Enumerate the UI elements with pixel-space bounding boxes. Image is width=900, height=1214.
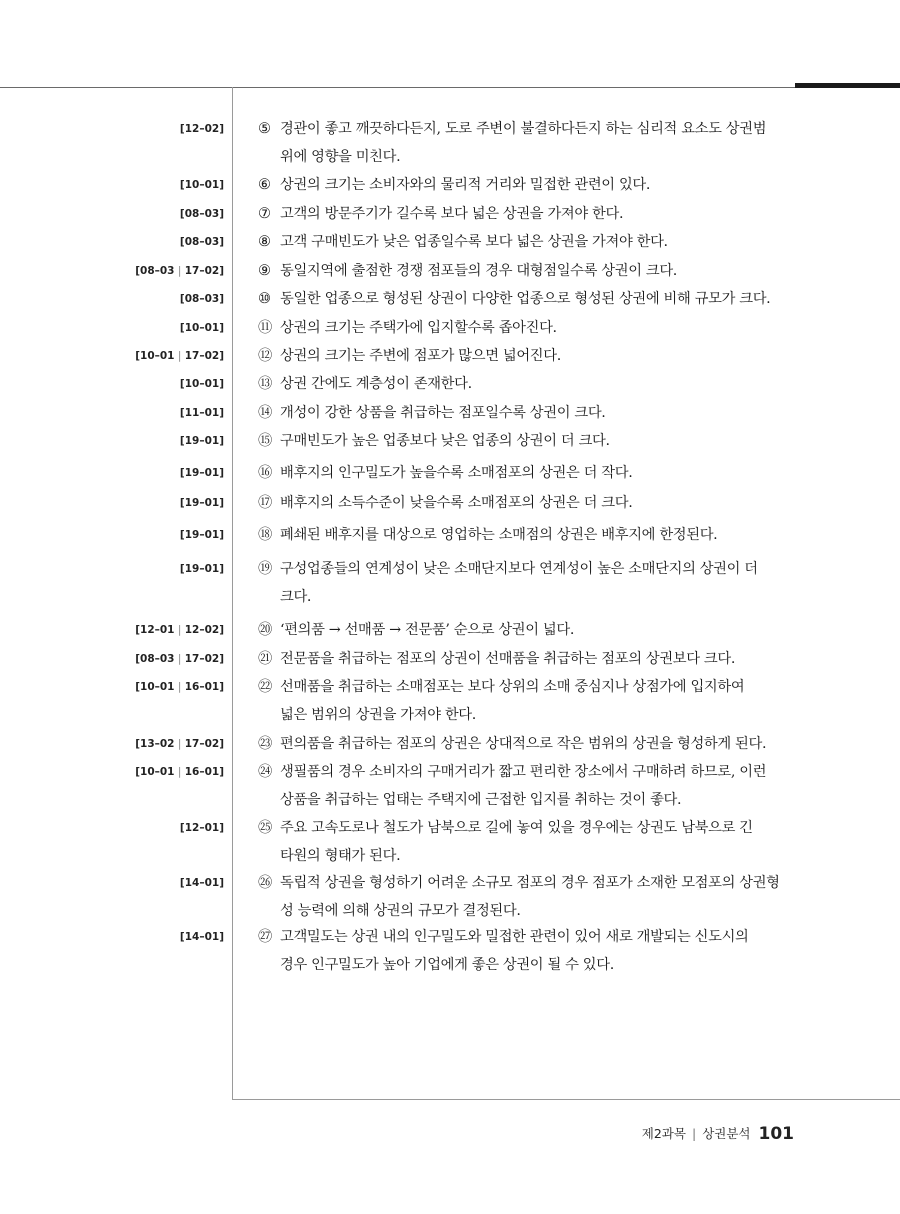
- bottom-rule: [232, 1099, 900, 1100]
- statement-line: [258, 489, 798, 517]
- statement-line: [258, 427, 798, 455]
- statement-line: [258, 521, 798, 549]
- statement-line: [258, 583, 798, 611]
- line-text: 고객밀도는 상권 내의 인구밀도와 밀접한 관련이 있어 새로 개발되는 신도시의: [280, 929, 749, 945]
- item-number: ⑬: [258, 376, 272, 392]
- line-text: 동일지역에 출점한 경쟁 점포들의 경우 대형점일수록 상권이 크다.: [280, 263, 677, 279]
- line-text: 선매품을 취급하는 소매점포는 보다 상위의 소매 중심지나 상점가에 입지하여: [280, 679, 745, 695]
- item-number: ⑫: [258, 348, 272, 364]
- line-text: 경우 인구밀도가 높아 기업에게 좋은 상권이 될 수 있다.: [280, 957, 614, 973]
- item-number: ⑩: [258, 291, 271, 307]
- exam-code: [24, 171, 224, 199]
- exam-code-part: 17–02]: [184, 265, 224, 277]
- item-number: ⑪: [258, 320, 272, 336]
- exam-code: [12–01 | 12–02]: [135, 624, 224, 636]
- line-text: 성 능력에 의해 상권의 규모가 결정된다.: [280, 903, 521, 919]
- line-text: 상권 간에도 계층성이 존재한다.: [280, 376, 472, 392]
- statement-line: [258, 399, 798, 427]
- statement-text: [258, 171, 798, 199]
- statement-text: [258, 399, 798, 427]
- statement-line: [258, 285, 798, 313]
- item-number: ⑨: [258, 263, 271, 279]
- statement-text: [258, 645, 798, 673]
- header-rule: [0, 87, 900, 88]
- line-text: 독립적 상권을 형성하기 어려운 소규모 점포의 경우 점포가 소재한 모점포의 상권형: [280, 875, 780, 891]
- exam-code-part: [19–01]: [179, 467, 224, 479]
- page-number: 101: [758, 1124, 794, 1144]
- exam-code: [13–02 | 17–02]: [135, 738, 224, 750]
- footer-separator: |: [691, 1126, 697, 1141]
- statement-text: [258, 257, 798, 285]
- exam-code: [24, 521, 224, 549]
- exam-code-part: 17–02]: [184, 738, 224, 750]
- exam-code-part: [14–01]: [179, 877, 224, 889]
- statement-text: [258, 342, 798, 370]
- exam-code: [08–03 | 17–02]: [135, 653, 224, 665]
- line-text: 생필품의 경우 소비자의 구매거리가 짧고 편리한 장소에서 구매하려 하므로, 이런: [280, 764, 767, 780]
- exam-code-part: [08–03: [135, 265, 175, 277]
- statement-text: [258, 673, 798, 729]
- exam-code-part: [19–01]: [179, 435, 224, 447]
- exam-code: [24, 427, 224, 455]
- item-number: ㉑: [258, 651, 272, 667]
- statement-text: [258, 521, 798, 549]
- exam-code: [24, 814, 224, 842]
- exam-code: [10–01 | 17–02]: [135, 350, 224, 362]
- item-number: ㉓: [258, 736, 272, 752]
- statement-line: [258, 869, 798, 897]
- item-number: ㉔: [258, 764, 272, 780]
- line-text: 타원의 형태가 된다.: [280, 848, 401, 864]
- exam-code-part: [08–03]: [179, 208, 224, 220]
- line-text: 배후지의 인구밀도가 높을수록 소매점포의 상권은 더 작다.: [280, 465, 633, 481]
- statement-text: [258, 285, 798, 313]
- exam-code: [08–03 | 17–02]: [135, 265, 224, 277]
- item-number: ⑯: [258, 465, 272, 481]
- item-number: ⑥: [258, 177, 271, 193]
- line-text: 넓은 범위의 상권을 가져야 한다.: [280, 707, 476, 723]
- line-text: 상품을 취급하는 업태는 주택지에 근접한 입지를 취하는 것이 좋다.: [280, 792, 682, 808]
- exam-code-part: [12–01]: [179, 822, 224, 834]
- item-number: ㉒: [258, 679, 272, 695]
- exam-code: [24, 228, 224, 256]
- exam-code: [24, 869, 224, 897]
- statement-text: [258, 459, 798, 487]
- exam-code-part: [12–01: [135, 624, 175, 636]
- item-number: ㉕: [258, 820, 272, 836]
- exam-code-part: [10–01: [135, 766, 175, 778]
- line-text: 고객의 방문주기가 길수록 보다 넓은 상권을 가져야 한다.: [280, 206, 624, 222]
- footer-chapter: 상권분석: [702, 1126, 751, 1141]
- line-text: 위에 영향을 미친다.: [280, 149, 401, 165]
- line-text: 경관이 좋고 깨끗하다든지, 도로 주변이 불결하다든지 하는 심리적 요소도 상권범: [280, 121, 767, 137]
- item-number: ⑮: [258, 433, 272, 449]
- footer-subject: 제2과목: [641, 1126, 686, 1141]
- item-number: ⑰: [258, 495, 272, 511]
- exam-code-part: [19–01]: [179, 563, 224, 575]
- statement-line: [258, 701, 798, 729]
- page-footer: [642, 1124, 794, 1144]
- exam-code: [10–01 | 16–01]: [135, 766, 224, 778]
- item-number: ⑲: [258, 561, 272, 577]
- statement-line: [258, 115, 798, 143]
- item-number: ⑦: [258, 206, 271, 222]
- statement-text: [258, 427, 798, 455]
- exam-code: [24, 314, 224, 342]
- exam-code-part: [12–02]: [179, 123, 224, 135]
- exam-code-part: [11–01]: [179, 407, 224, 419]
- statement-text: [258, 555, 798, 611]
- line-text: ‘편의품 → 선매품 → 전문품’ 순으로 상권이 넓다.: [280, 622, 575, 638]
- statement-line: [258, 814, 798, 842]
- exam-code-part: 16–01]: [184, 681, 224, 693]
- line-text: 동일한 업종으로 형성된 상권이 다양한 업종으로 형성된 상권에 비해 규모가 크다.: [280, 291, 771, 307]
- exam-code: [24, 399, 224, 427]
- exam-code-part: [08–03: [135, 653, 175, 665]
- exam-code: [24, 555, 224, 583]
- exam-code: [24, 200, 224, 228]
- exam-code: [24, 923, 224, 951]
- exam-code-part: 17–02]: [184, 350, 224, 362]
- statement-text: [258, 869, 798, 925]
- exam-code: [24, 285, 224, 313]
- statement-line: [258, 555, 798, 583]
- item-number: ⑭: [258, 405, 272, 421]
- statement-line: [258, 143, 798, 171]
- statement-text: [258, 616, 798, 644]
- header-accent-bar: [795, 83, 900, 88]
- exam-code-part: [08–03]: [179, 293, 224, 305]
- exam-code-part: [13–02: [135, 738, 175, 750]
- exam-code: [24, 370, 224, 398]
- statement-text: [258, 923, 798, 979]
- exam-code-part: [19–01]: [179, 529, 224, 541]
- exam-code-part: [10–01: [135, 350, 175, 362]
- statement-line: [258, 314, 798, 342]
- exam-code-part: 17–02]: [184, 653, 224, 665]
- statement-line: [258, 897, 798, 925]
- exam-code: [24, 459, 224, 487]
- statement-line: [258, 673, 798, 701]
- item-number: ⑤: [258, 121, 271, 137]
- exam-code-part: [10–01]: [179, 322, 224, 334]
- line-text: 구성업종들의 연계성이 낮은 소매단지보다 연계성이 높은 소매단지의 상권이 더: [280, 561, 758, 577]
- exam-code-part: [19–01]: [179, 497, 224, 509]
- line-text: 상권의 크기는 소비자와의 물리적 거리와 밀접한 관련이 있다.: [280, 177, 651, 193]
- statement-text: [258, 730, 798, 758]
- statement-line: [258, 616, 798, 644]
- item-number: ㉖: [258, 875, 272, 891]
- line-text: 배후지의 소득수준이 낮을수록 소매점포의 상권은 더 크다.: [280, 495, 633, 511]
- exam-code-part: 12–02]: [184, 624, 224, 636]
- item-number: ⑱: [258, 527, 272, 543]
- line-text: 개성이 강한 상품을 취급하는 점포일수록 상권이 크다.: [280, 405, 606, 421]
- item-number: ⑧: [258, 234, 271, 250]
- statement-line: [258, 370, 798, 398]
- statement-text: [258, 115, 798, 171]
- exam-code-part: [14–01]: [179, 931, 224, 943]
- line-text: 폐쇄된 배후지를 대상으로 영업하는 소매점의 상권은 배후지에 한정된다.: [280, 527, 718, 543]
- line-text: 주요 고속도로나 철도가 남북으로 길에 놓여 있을 경우에는 상권도 남북으로 긴: [280, 820, 753, 836]
- statement-line: [258, 730, 798, 758]
- exam-code-part: [08–03]: [179, 236, 224, 248]
- exam-code-part: [10–01: [135, 681, 175, 693]
- statement-line: [258, 951, 798, 979]
- statement-text: [258, 228, 798, 256]
- item-number: ⑳: [258, 622, 272, 638]
- statement-line: [258, 459, 798, 487]
- statement-line: [258, 342, 798, 370]
- statement-line: [258, 228, 798, 256]
- line-text: 구매빈도가 높은 업종보다 낮은 업종의 상권이 더 크다.: [280, 433, 610, 449]
- statement-text: [258, 814, 798, 870]
- statement-line: [258, 786, 798, 814]
- statement-text: [258, 200, 798, 228]
- exam-code-part: 16–01]: [184, 766, 224, 778]
- line-text: 전문품을 취급하는 점포의 상권이 선매품을 취급하는 점포의 상권보다 크다.: [280, 651, 736, 667]
- exam-code: [24, 115, 224, 143]
- exam-code-part: [10–01]: [179, 179, 224, 191]
- exam-code: [24, 489, 224, 517]
- item-number: ㉗: [258, 929, 272, 945]
- statement-line: [258, 842, 798, 870]
- statement-line: [258, 645, 798, 673]
- line-text: 상권의 크기는 주변에 점포가 많으면 넓어진다.: [280, 348, 561, 364]
- statement-text: [258, 314, 798, 342]
- statement-line: [258, 200, 798, 228]
- exam-code-part: [10–01]: [179, 378, 224, 390]
- statement-line: [258, 171, 798, 199]
- statement-line: [258, 758, 798, 786]
- statement-line: [258, 923, 798, 951]
- line-text: 편의품을 취급하는 점포의 상권은 상대적으로 작은 범위의 상권을 형성하게 된다.: [280, 736, 767, 752]
- statement-text: [258, 758, 798, 814]
- statement-text: [258, 370, 798, 398]
- statement-line: [258, 257, 798, 285]
- line-text: 상권의 크기는 주택가에 입지할수록 좁아진다.: [280, 320, 557, 336]
- line-text: 고객 구매빈도가 낮은 업종일수록 보다 넓은 상권을 가져야 한다.: [280, 234, 668, 250]
- statement-text: [258, 489, 798, 517]
- margin-divider-line: [232, 87, 233, 1099]
- exam-code: [10–01 | 16–01]: [135, 681, 224, 693]
- line-text: 크다.: [280, 589, 312, 605]
